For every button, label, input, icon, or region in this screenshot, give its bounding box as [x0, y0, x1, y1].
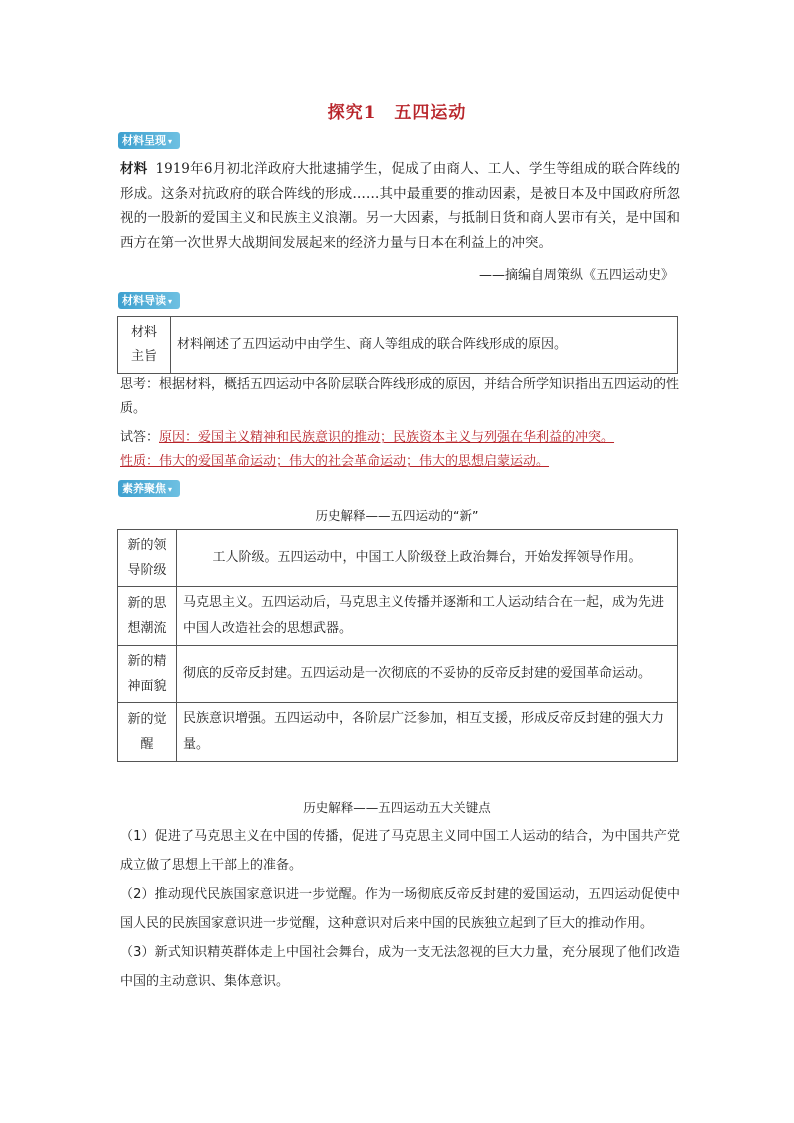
answer-line2	[120, 450, 680, 474]
answer-reason: 原因：爱国主义精神和民族意识的推动；民族资本主义与列强在华利益的冲突。	[159, 430, 615, 445]
keypoints-list	[120, 822, 680, 996]
list-item: （2）推动现代民族国家意识进一步觉醒。作为一场彻底反帝反封建的爱国运动，五四运动促使中国人民的民族国家意识进一步觉醒，这种意识对后来中国的民族独立起到了巨大的推动作用。	[120, 887, 680, 931]
row-value: 工人阶级。五四运动中，中国工人阶级登上政治舞台，开始发挥领导作用。	[177, 530, 678, 587]
row-value: 彻底的反帝反封建。五四运动是一次彻底的不妥协的反帝反封建的爱国革命运动。	[177, 646, 678, 703]
guide-value: 材料阐述了五四运动中由学生、商人等组成的联合阵线形成的原因。	[171, 317, 678, 374]
row-value: 马克思主义。五四运动后，马克思主义传播并逐渐和工人运动结合在一起，成为先进中国人改造社会的思想武器。	[177, 587, 678, 646]
row-value: 民族意识增强。五四运动中，各阶层广泛参加，相互支援，形成反帝反封建的强大力量。	[177, 703, 678, 762]
guide-table	[117, 316, 678, 374]
section-title-keypoints: 历史解释——五四运动五大关键点	[303, 800, 491, 815]
tag-material-guide: 材料导读 ▾	[118, 292, 180, 309]
answer-label: 试答：	[120, 430, 160, 445]
row-key: 新的觉醒	[118, 703, 177, 762]
list-item: （1）促进了马克思主义在中国的传播，促进了马克思主义同中国工人运动的结合，为中国共产党成立做了思想上干部上的准备。	[120, 829, 680, 873]
think-question: 思考：根据材料，概括五四运动中各阶层联合阵线形成的原因，并结合所学知识指出五四运动的性质。	[120, 377, 680, 416]
table-row	[118, 530, 678, 587]
material-source: ——摘编自周策纵《五四运动史》	[478, 268, 674, 283]
table-row	[118, 646, 678, 703]
row-key: 新的思想潮流	[118, 587, 177, 646]
section-title-new: 历史解释——五四运动的“新”	[315, 508, 479, 523]
answer-nature: 性质：伟大的爱国革命运动；伟大的社会革命运动；伟大的思想启蒙运动。	[120, 454, 550, 469]
guide-key-line2: 主旨	[130, 349, 157, 364]
guide-row	[118, 317, 678, 374]
material-text: 1919年6月初北洋政府大批逮捕学生，促成了由商人、工人、学生等组成的联合阵线的形成。这条对抗政府的联合阵线的形成……其中最重要的推动因素，是被日本及中国政府所忽视的一股新的爱国主义和民族主义浪潮。另一大因素，与抵制日货和商人罢市有关，是中国和西方在第一次世界大战期间发展起来的经济力量与日本在利益上的冲突。	[120, 161, 681, 251]
material-paragraph	[120, 157, 680, 255]
tag-literacy-focus: 素养聚焦 ▾	[118, 480, 180, 497]
page-title: 探究1 五四运动	[327, 103, 467, 123]
new-features-table	[117, 529, 678, 762]
answer-line1	[120, 426, 680, 450]
row-key: 新的领导阶级	[118, 530, 177, 587]
list-item: （3）新式知识精英群体走上中国社会舞台，成为一支无法忽视的巨大力量，充分展现了他们改造中国的主动意识、集体意识。	[120, 945, 680, 989]
table-row	[118, 587, 678, 646]
answer-block	[120, 426, 680, 474]
guide-key	[118, 317, 171, 374]
table-row	[118, 703, 678, 762]
guide-key-line1: 材料	[130, 325, 157, 340]
tag-material-presentation: 材料呈现 ▾	[118, 132, 180, 149]
material-lead: 材料	[120, 161, 148, 177]
row-key: 新的精神面貌	[118, 646, 177, 703]
